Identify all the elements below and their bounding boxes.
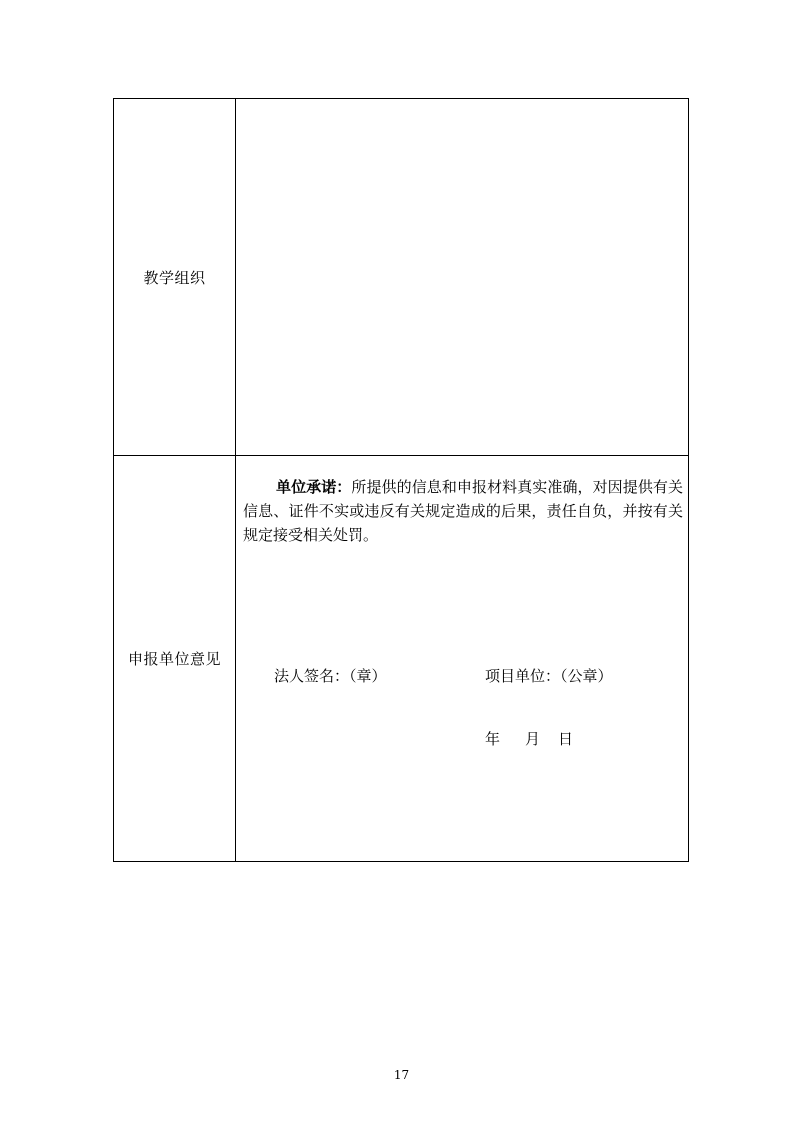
column-divider [235, 99, 236, 861]
date-year: 年 [485, 730, 501, 748]
applicant-opinion-label: 申报单位意见 [127, 650, 221, 668]
commitment-text: 所提供的信息和申报材料真实准确，对因提供有关信息、证件不实或违反有关规定造成的后果，责任自负，并按有关规定接受相关处罚。 [243, 478, 683, 544]
date-month: 月 [525, 730, 541, 748]
legal-representative-signature: 法人签名：（章） [274, 667, 387, 685]
date-day: 日 [558, 730, 574, 748]
teaching-organization-label: 教学组织 [143, 268, 206, 287]
project-unit-seal: 项目单位：（公章） [485, 667, 613, 685]
unit-commitment-paragraph [243, 475, 683, 547]
date-line [485, 728, 573, 749]
page-number: 17 [393, 1068, 410, 1082]
application-form-table [113, 98, 689, 862]
commitment-heading: 单位承诺： [276, 478, 352, 496]
